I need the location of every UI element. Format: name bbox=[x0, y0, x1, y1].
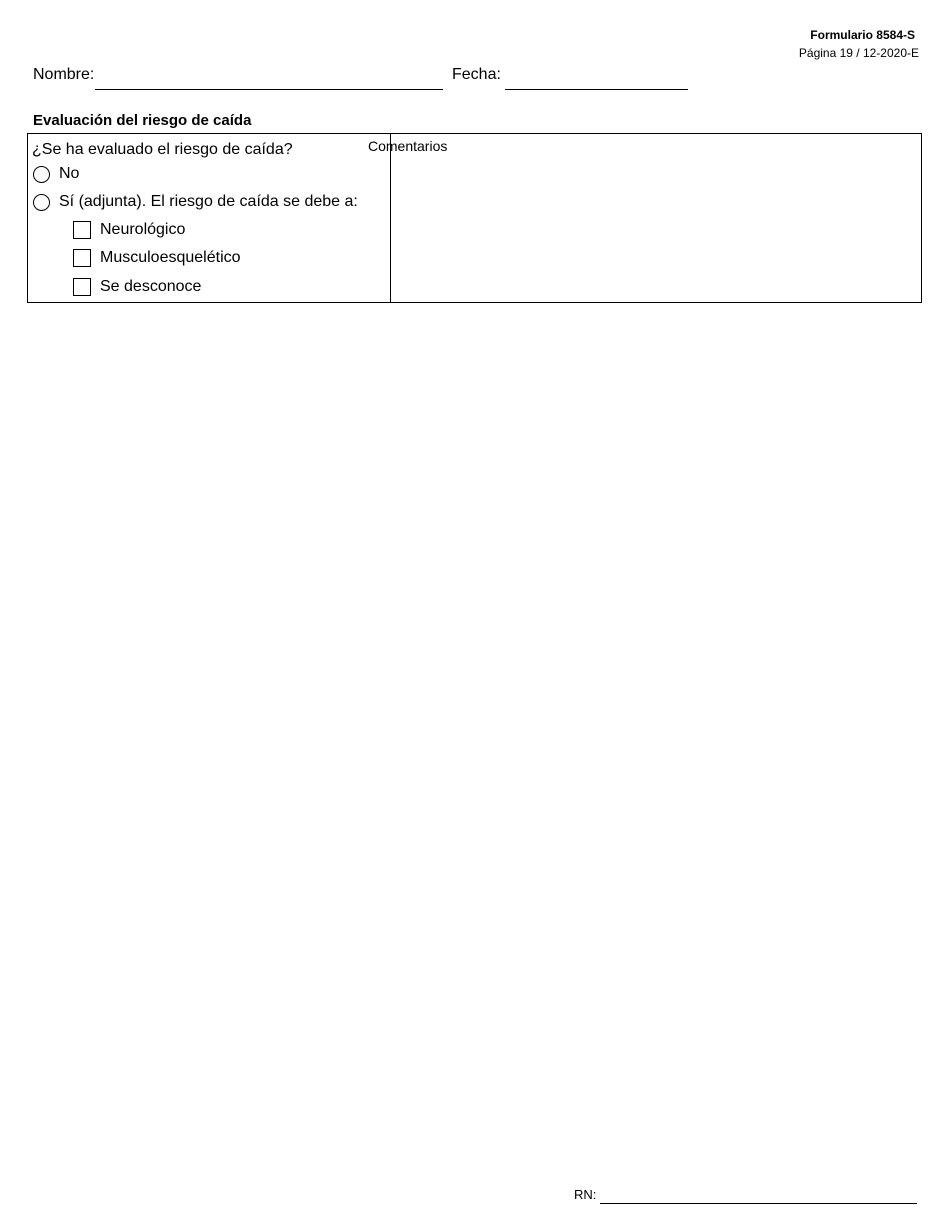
section-title: Evaluación del riesgo de caída bbox=[33, 112, 252, 129]
checkbox-option-neurological[interactable] bbox=[73, 221, 185, 239]
name-label: Nombre: bbox=[33, 66, 95, 83]
name-underline bbox=[95, 89, 443, 90]
checkbox-option-musculoskeletal[interactable] bbox=[73, 249, 241, 267]
rn-input[interactable] bbox=[600, 1184, 917, 1204]
fall-risk-table bbox=[27, 133, 922, 303]
date-input[interactable] bbox=[505, 66, 688, 88]
checkbox-musculoskeletal[interactable] bbox=[73, 249, 91, 267]
question-text: ¿Se ha evaluado el riesgo de caída? bbox=[32, 141, 293, 158]
date-underline bbox=[505, 89, 688, 90]
comments-textarea[interactable] bbox=[392, 158, 920, 298]
checkbox-label-musculoskeletal: Musculoesquelético bbox=[100, 249, 241, 266]
checkbox-unknown[interactable] bbox=[73, 278, 91, 296]
date-label: Fecha: bbox=[452, 66, 501, 83]
checkbox-option-unknown[interactable] bbox=[73, 278, 201, 296]
page-info: Página 19 / 12-2020-E bbox=[798, 46, 919, 60]
rn-label: RN: bbox=[574, 1187, 597, 1202]
radio-label-yes: Sí (adjunta). El riesgo de caída se debe a: bbox=[59, 193, 358, 210]
checkbox-label-unknown: Se desconoce bbox=[100, 278, 202, 295]
radio-button-no[interactable] bbox=[33, 166, 50, 183]
comments-label: Comentarios bbox=[368, 138, 448, 154]
radio-option-no[interactable] bbox=[33, 165, 79, 183]
radio-option-yes[interactable] bbox=[33, 193, 358, 211]
rn-underline bbox=[600, 1203, 917, 1204]
checkbox-label-neurological: Neurológico bbox=[100, 221, 186, 238]
column-divider bbox=[390, 134, 391, 302]
form-id: Formulario 8584-S bbox=[810, 28, 915, 42]
radio-label-no: No bbox=[59, 165, 80, 182]
radio-button-yes[interactable] bbox=[33, 194, 50, 211]
name-input[interactable] bbox=[95, 66, 443, 88]
checkbox-neurological[interactable] bbox=[73, 221, 91, 239]
